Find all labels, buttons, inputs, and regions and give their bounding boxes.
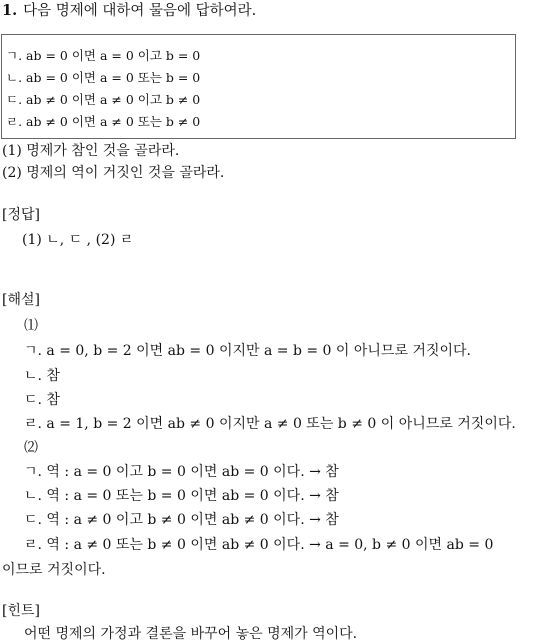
answer-text: (1) ㄴ, ㄷ , (2) ㄹ (22, 232, 134, 248)
explanation-part1-line: ㄴ. 참 (24, 368, 60, 384)
explanation-part1-line: ㄹ. a = 1, b = 2 이면 ab ≠ 0 이지만 a ≠ 0 또는 b ≠ 0 이 아니므로 거짓이다. (24, 416, 516, 432)
statement-2: ㄴ. ab = 0 이면 a = 0 또는 b = 0 (6, 70, 201, 85)
explanation-part1-line: ㄷ. 참 (24, 392, 60, 408)
explanation-part2-line: ㄱ. 역 : a = 0 이고 b = 0 이면 ab = 0 이다. → 참 (24, 464, 339, 480)
statement-1: ㄱ. ab = 0 이면 a = 0 이고 b = 0 (6, 48, 201, 63)
explanation-part1-marker: ⑴ (24, 318, 38, 334)
hint-text: 어떤 명제의 가정과 결론을 바꾸어 놓은 명제가 역이다. (24, 626, 358, 642)
explanation-part2-line: ㄴ. 역 : a = 0 또는 b = 0 이면 ab = 0 이다. → 참 (24, 488, 339, 504)
statements-box (1, 34, 516, 139)
statement-3: ㄷ. ab ≠ 0 이면 a ≠ 0 이고 b ≠ 0 (6, 92, 201, 107)
explanation-heading: [해설] (2, 292, 40, 308)
subquestion-2: (2) 명제의 역이 거짓인 것을 골라라. (2, 165, 225, 181)
question-number: 1. (2, 2, 18, 19)
explanation-part2-line: ㄷ. 역 : a ≠ 0 이고 b ≠ 0 이면 ab ≠ 0 이다. → 참 (24, 512, 339, 528)
explanation-part1-line: ㄱ. a = 0, b = 2 이면 ab = 0 이지만 a = b = 0 이 아니므로 거짓이다. (24, 343, 471, 359)
question (2, 2, 256, 20)
question-text: 다음 명제에 대하여 물음에 답하여라. (23, 3, 257, 19)
explanation-part2-continuation: 이므로 거짓이다. (2, 562, 106, 578)
hint-heading: [힌트] (2, 603, 40, 619)
answer-heading: [정답] (2, 207, 40, 223)
explanation-part2-marker: ⑵ (24, 440, 38, 456)
statement-4: ㄹ. ab ≠ 0 이면 a ≠ 0 또는 b ≠ 0 (6, 114, 201, 129)
explanation-part2-line: ㄹ. 역 : a ≠ 0 또는 b ≠ 0 이면 ab ≠ 0 이다. → a = 0, b ≠ 0 이면 ab = 0 (24, 537, 494, 553)
subquestion-1: (1) 명제가 참인 것을 골라라. (2, 143, 180, 159)
